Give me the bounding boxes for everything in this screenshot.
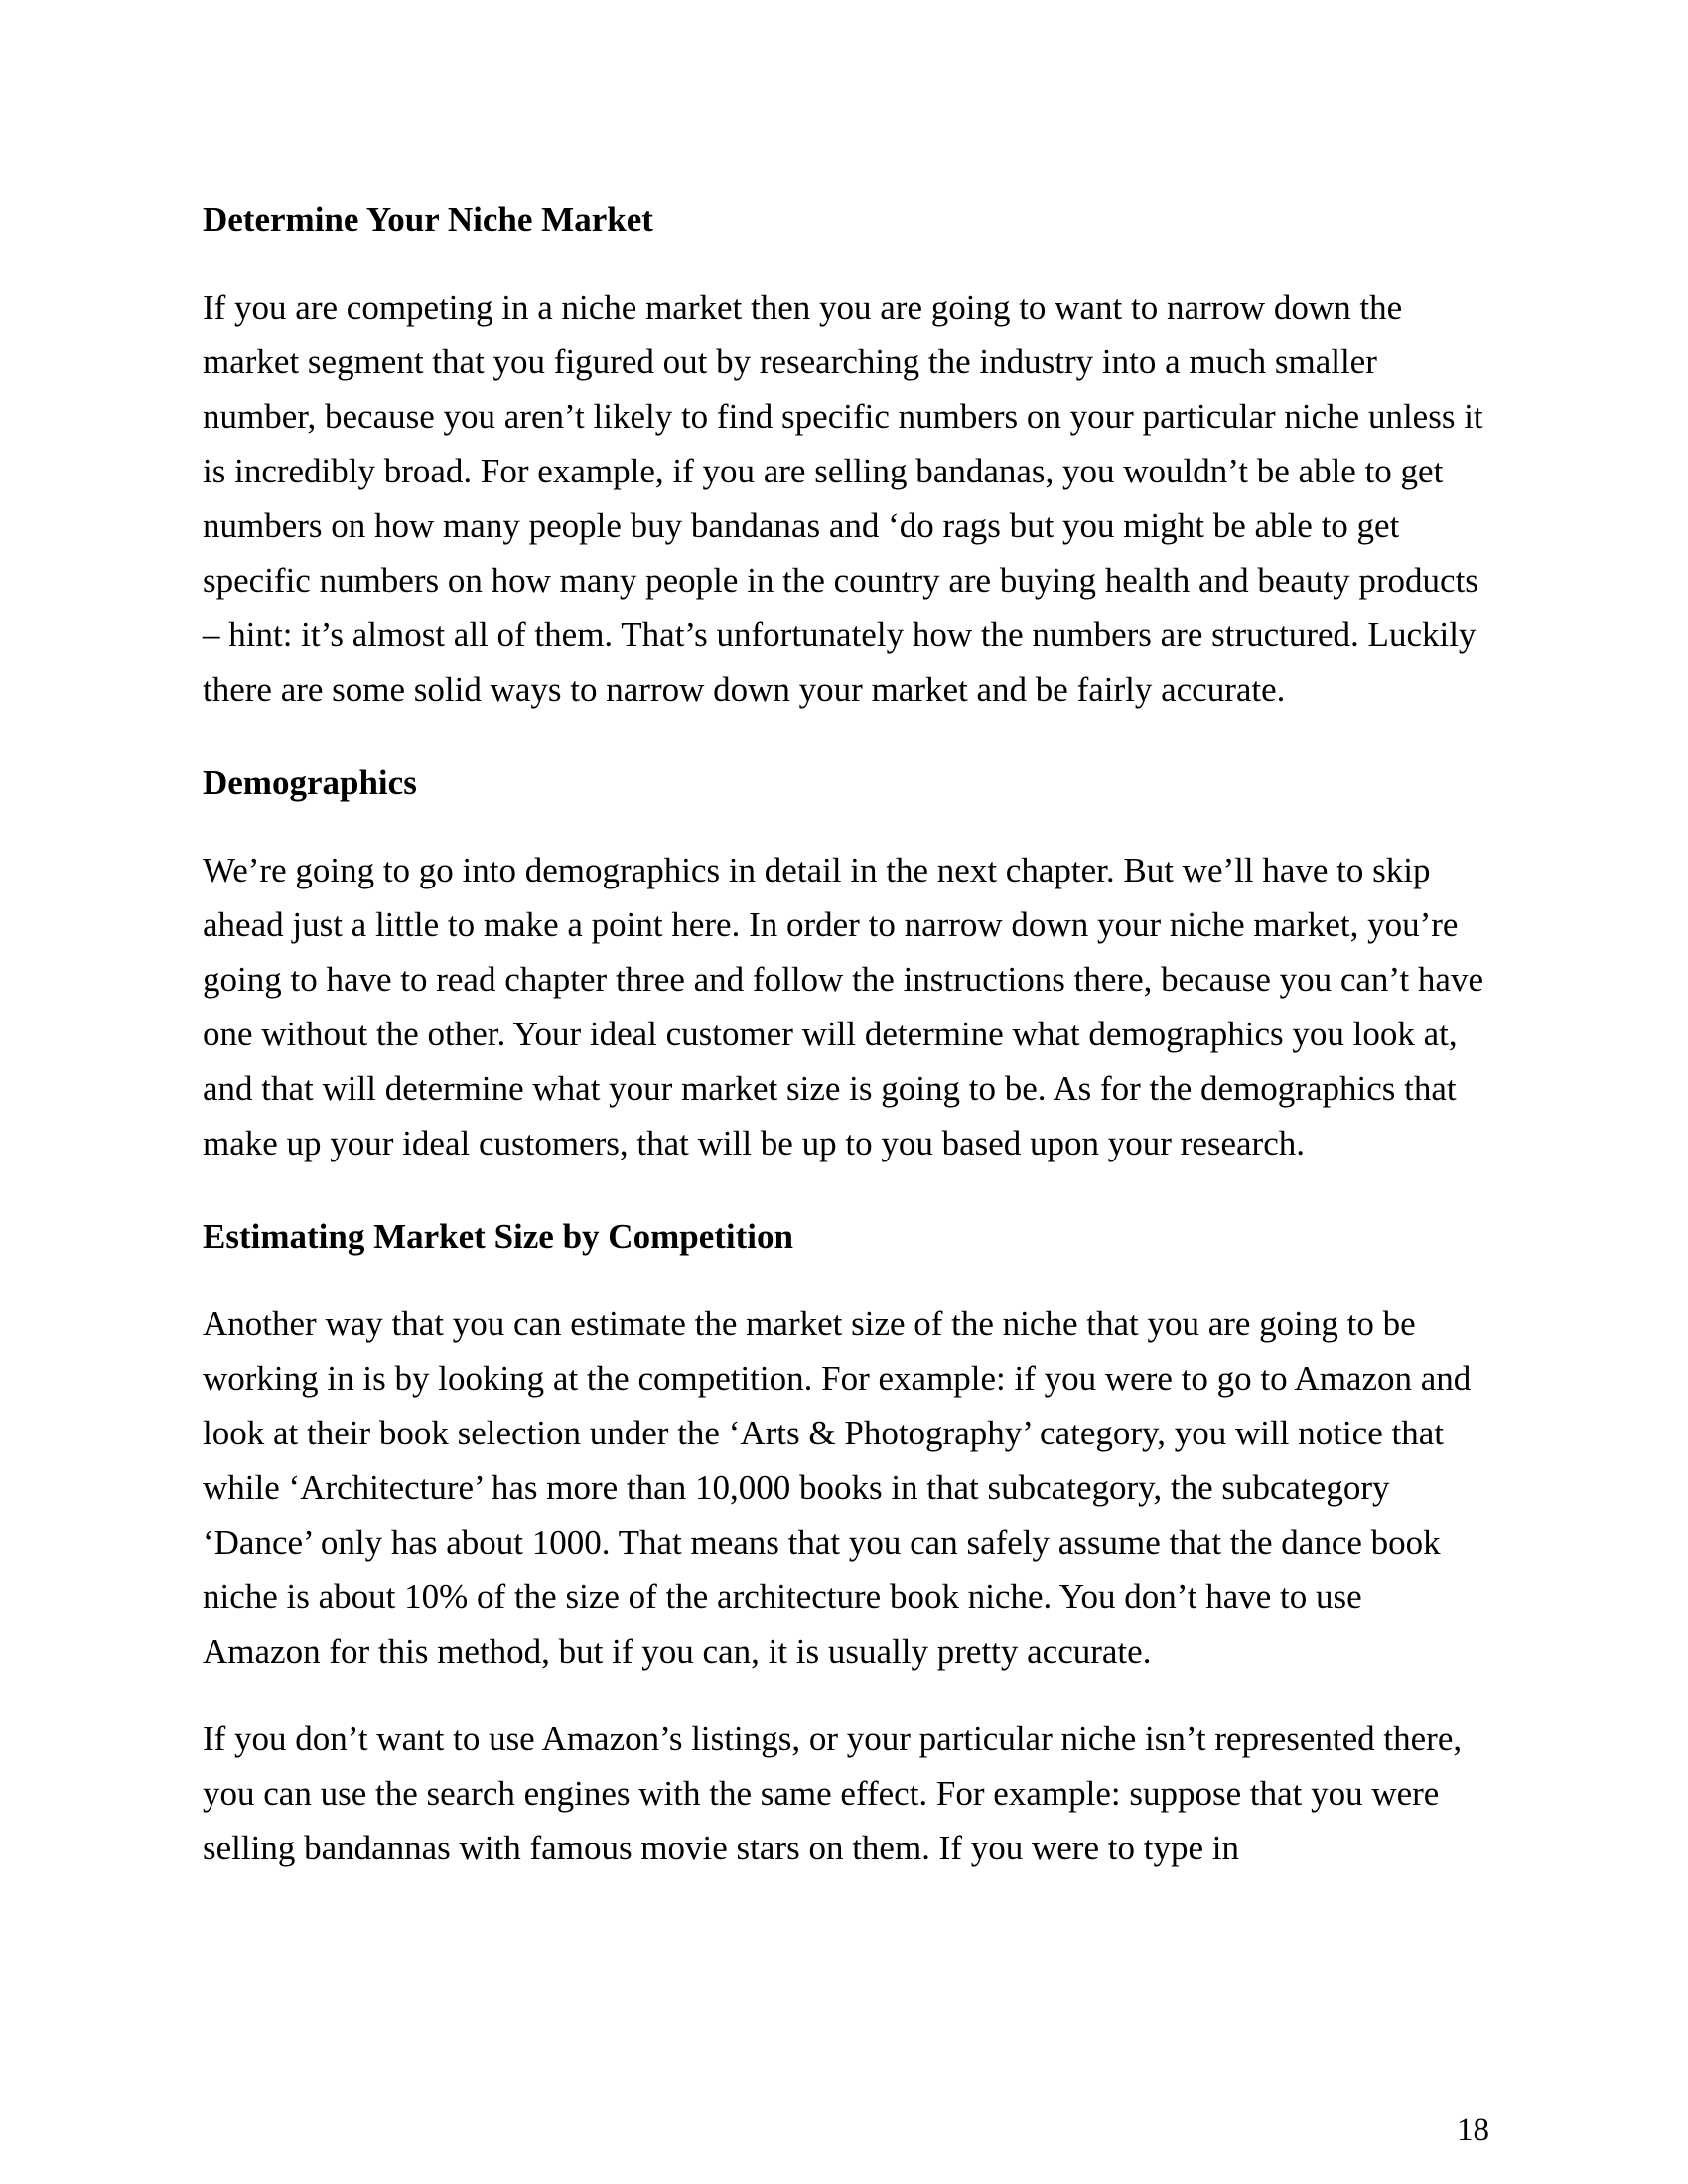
- section-heading-estimating-market-size: Estimating Market Size by Competition: [203, 1217, 793, 1256]
- text-block: [203, 193, 1485, 1908]
- page-number: 18: [1457, 2113, 1489, 2148]
- paragraph: We’re going to go into demographics in detail in the next chapter. But we’ll have to skip ahead just a little to make a point here. In order to narrow down your niche market, you’re going to have to read chapter three and follow the instructions there, because you can’t have one without the other. Your ideal customer will determine what demographics you look at, and that will determine what your market size is going to be. As for the demographics that make up your ideal customers, that will be up to you based upon your research.: [203, 851, 1483, 1162]
- paragraph: Another way that you can estimate the market size of the niche that you are going to be working in is by looking at the competition. For example: if you were to go to Amazon and look at their book selection under the ‘Arts & Photography’ category, you will notice that while ‘Architecture’ has more than 10,000 books in that subcategory, the subcategory ‘Dance’ only has about 1000. That means that you can safely assume that the dance book niche is about 10% of the size of the architecture book niche. You don’t have to use Amazon for this method, but if you can, it is usually pretty accurate.: [203, 1304, 1472, 1671]
- section-heading-demographics: Demographics: [203, 763, 417, 802]
- paragraph: If you don’t want to use Amazon’s listings, or your particular niche isn’t represented there, you can use the search engines with the same effect. For example: suppose that you were selling bandannas with famous movie stars on them. If you were to type in: [203, 1719, 1463, 1867]
- paragraph: If you are competing in a niche market then you are going to want to narrow down the market segment that you figured out by researching the industry into a much smaller number, because you aren’t likely to find specific numbers on your particular niche unless it is incredibly broad. For example, if you are selling bandanas, you wouldn’t be able to get numbers on how many people buy bandanas and ‘do rags but you might be able to get specific numbers on how many people in the country are buying health and beauty products – hint: it’s almost all of them. That’s unfortunately how the numbers are structured. Luckily there are some solid ways to narrow down your market and be fairly accurate.: [203, 288, 1483, 709]
- section-heading-determine-your-niche-market: Determine Your Niche Market: [203, 201, 653, 239]
